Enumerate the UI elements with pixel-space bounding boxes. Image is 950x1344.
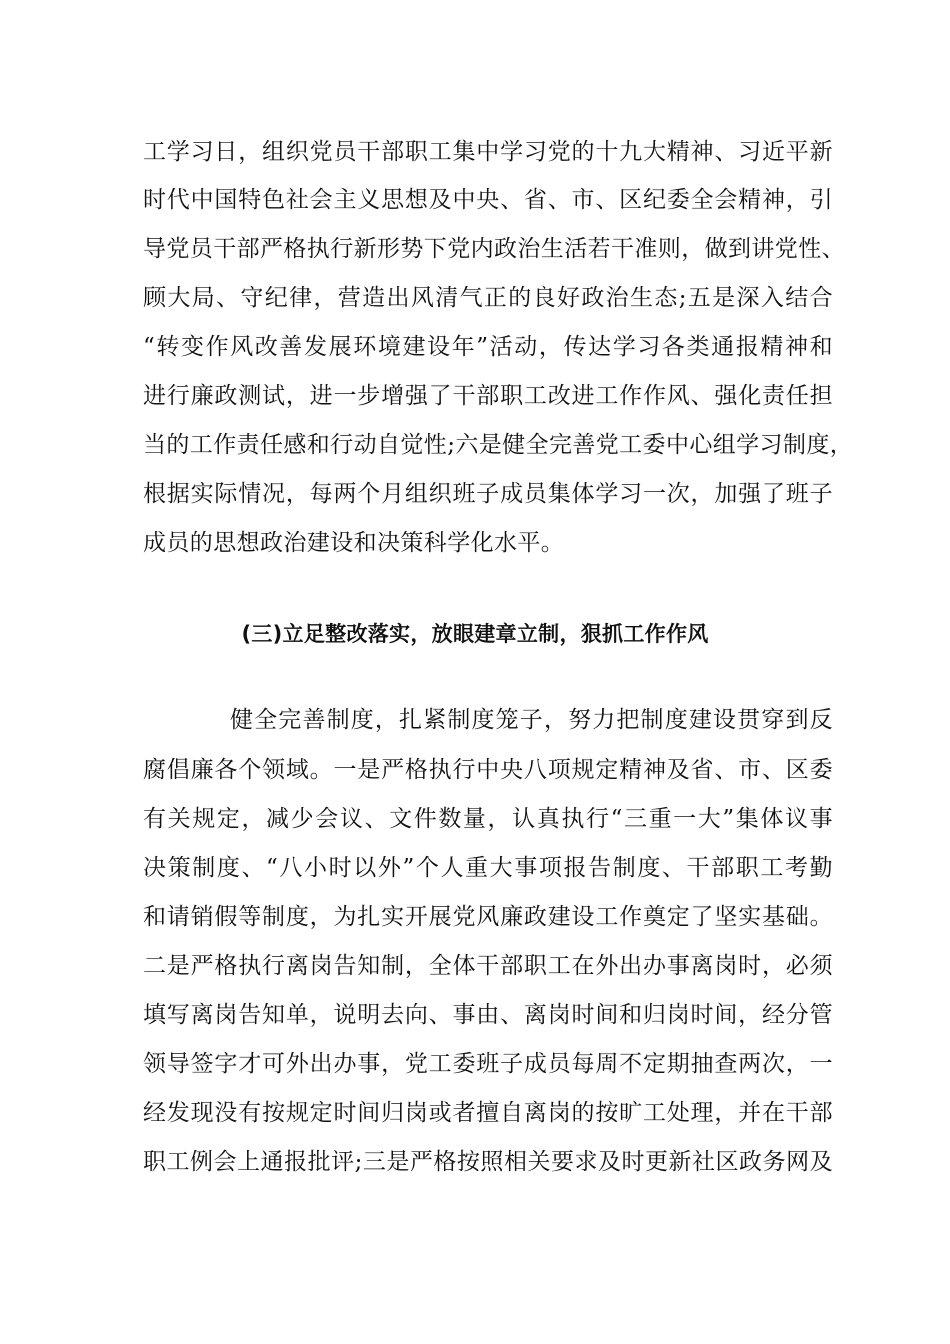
paragraph-line: 有关规定，减少会议、文件数量，认真执行“三重一大”集体议事 — [143, 806, 833, 832]
paragraph-line: 经发现没有按规定时间归岗或者擅自离岗的按旷工处理，并在干部 — [143, 1100, 833, 1126]
paragraph-line: 时代中国特色社会主义思想及中央、省、市、区纪委全会精神，引 — [143, 187, 833, 213]
section-heading: (三)立足整改落实，放眼建章立制，狠抓工作作风 — [241, 622, 709, 646]
paragraph-line: 领导签字才可外出办事，党工委班子成员每周不定期抽查两次，一 — [143, 1051, 833, 1077]
paragraph-line: 二是严格执行离岗告知制，全体干部职工在外出办事离岗时，必须 — [143, 953, 833, 979]
paragraph-line: 进行廉政测试，进一步增强了干部职工改进工作作风、强化责任担 — [143, 383, 833, 409]
paragraph-line: 工学习日，组织党员干部职工集中学习党的十九大精神、习近平新 — [143, 139, 833, 165]
paragraph-line: 和请销假等制度，为扎实开展党风廉政建设工作奠定了坚实基础。 — [143, 904, 833, 930]
paragraph-line: 顾大局、守纪律，营造出风清气正的良好政治生态;五是深入结合 — [143, 285, 833, 311]
paragraph-line: 当的工作责任感和行动自觉性;六是健全完善党工委中心组学习制度， — [143, 432, 854, 458]
paragraph-line: 填写离岗告知单，说明去向、事由、离岗时间和归岗时间，经分管 — [143, 1002, 833, 1028]
paragraph-line: 职工例会上通报批评;三是严格按照相关要求及时更新社区政务网及 — [143, 1149, 833, 1175]
paragraph-line: 导党员干部严格执行新形势下党内政治生活若干准则，做到讲党性、 — [143, 236, 845, 262]
paragraph-line: 根据实际情况，每两个月组织班子成员集体学习一次，加强了班子 — [143, 481, 833, 507]
paragraph-line: “转变作风改善发展环境建设年”活动，传达学习各类通报精神和 — [143, 334, 833, 360]
paragraph-line: 健全完善制度，扎紧制度笼子，努力把制度建设贯穿到反 — [230, 707, 833, 733]
paragraph-line: 成员的思想政治建设和决策科学化水平。 — [143, 530, 565, 556]
paragraph-line: 决策制度、“八小时以外”个人重大事项报告制度、干部职工考勤 — [143, 855, 833, 881]
paragraph-line: 腐倡廉各个领域。一是严格执行中央八项规定精神及省、市、区委 — [143, 757, 833, 783]
